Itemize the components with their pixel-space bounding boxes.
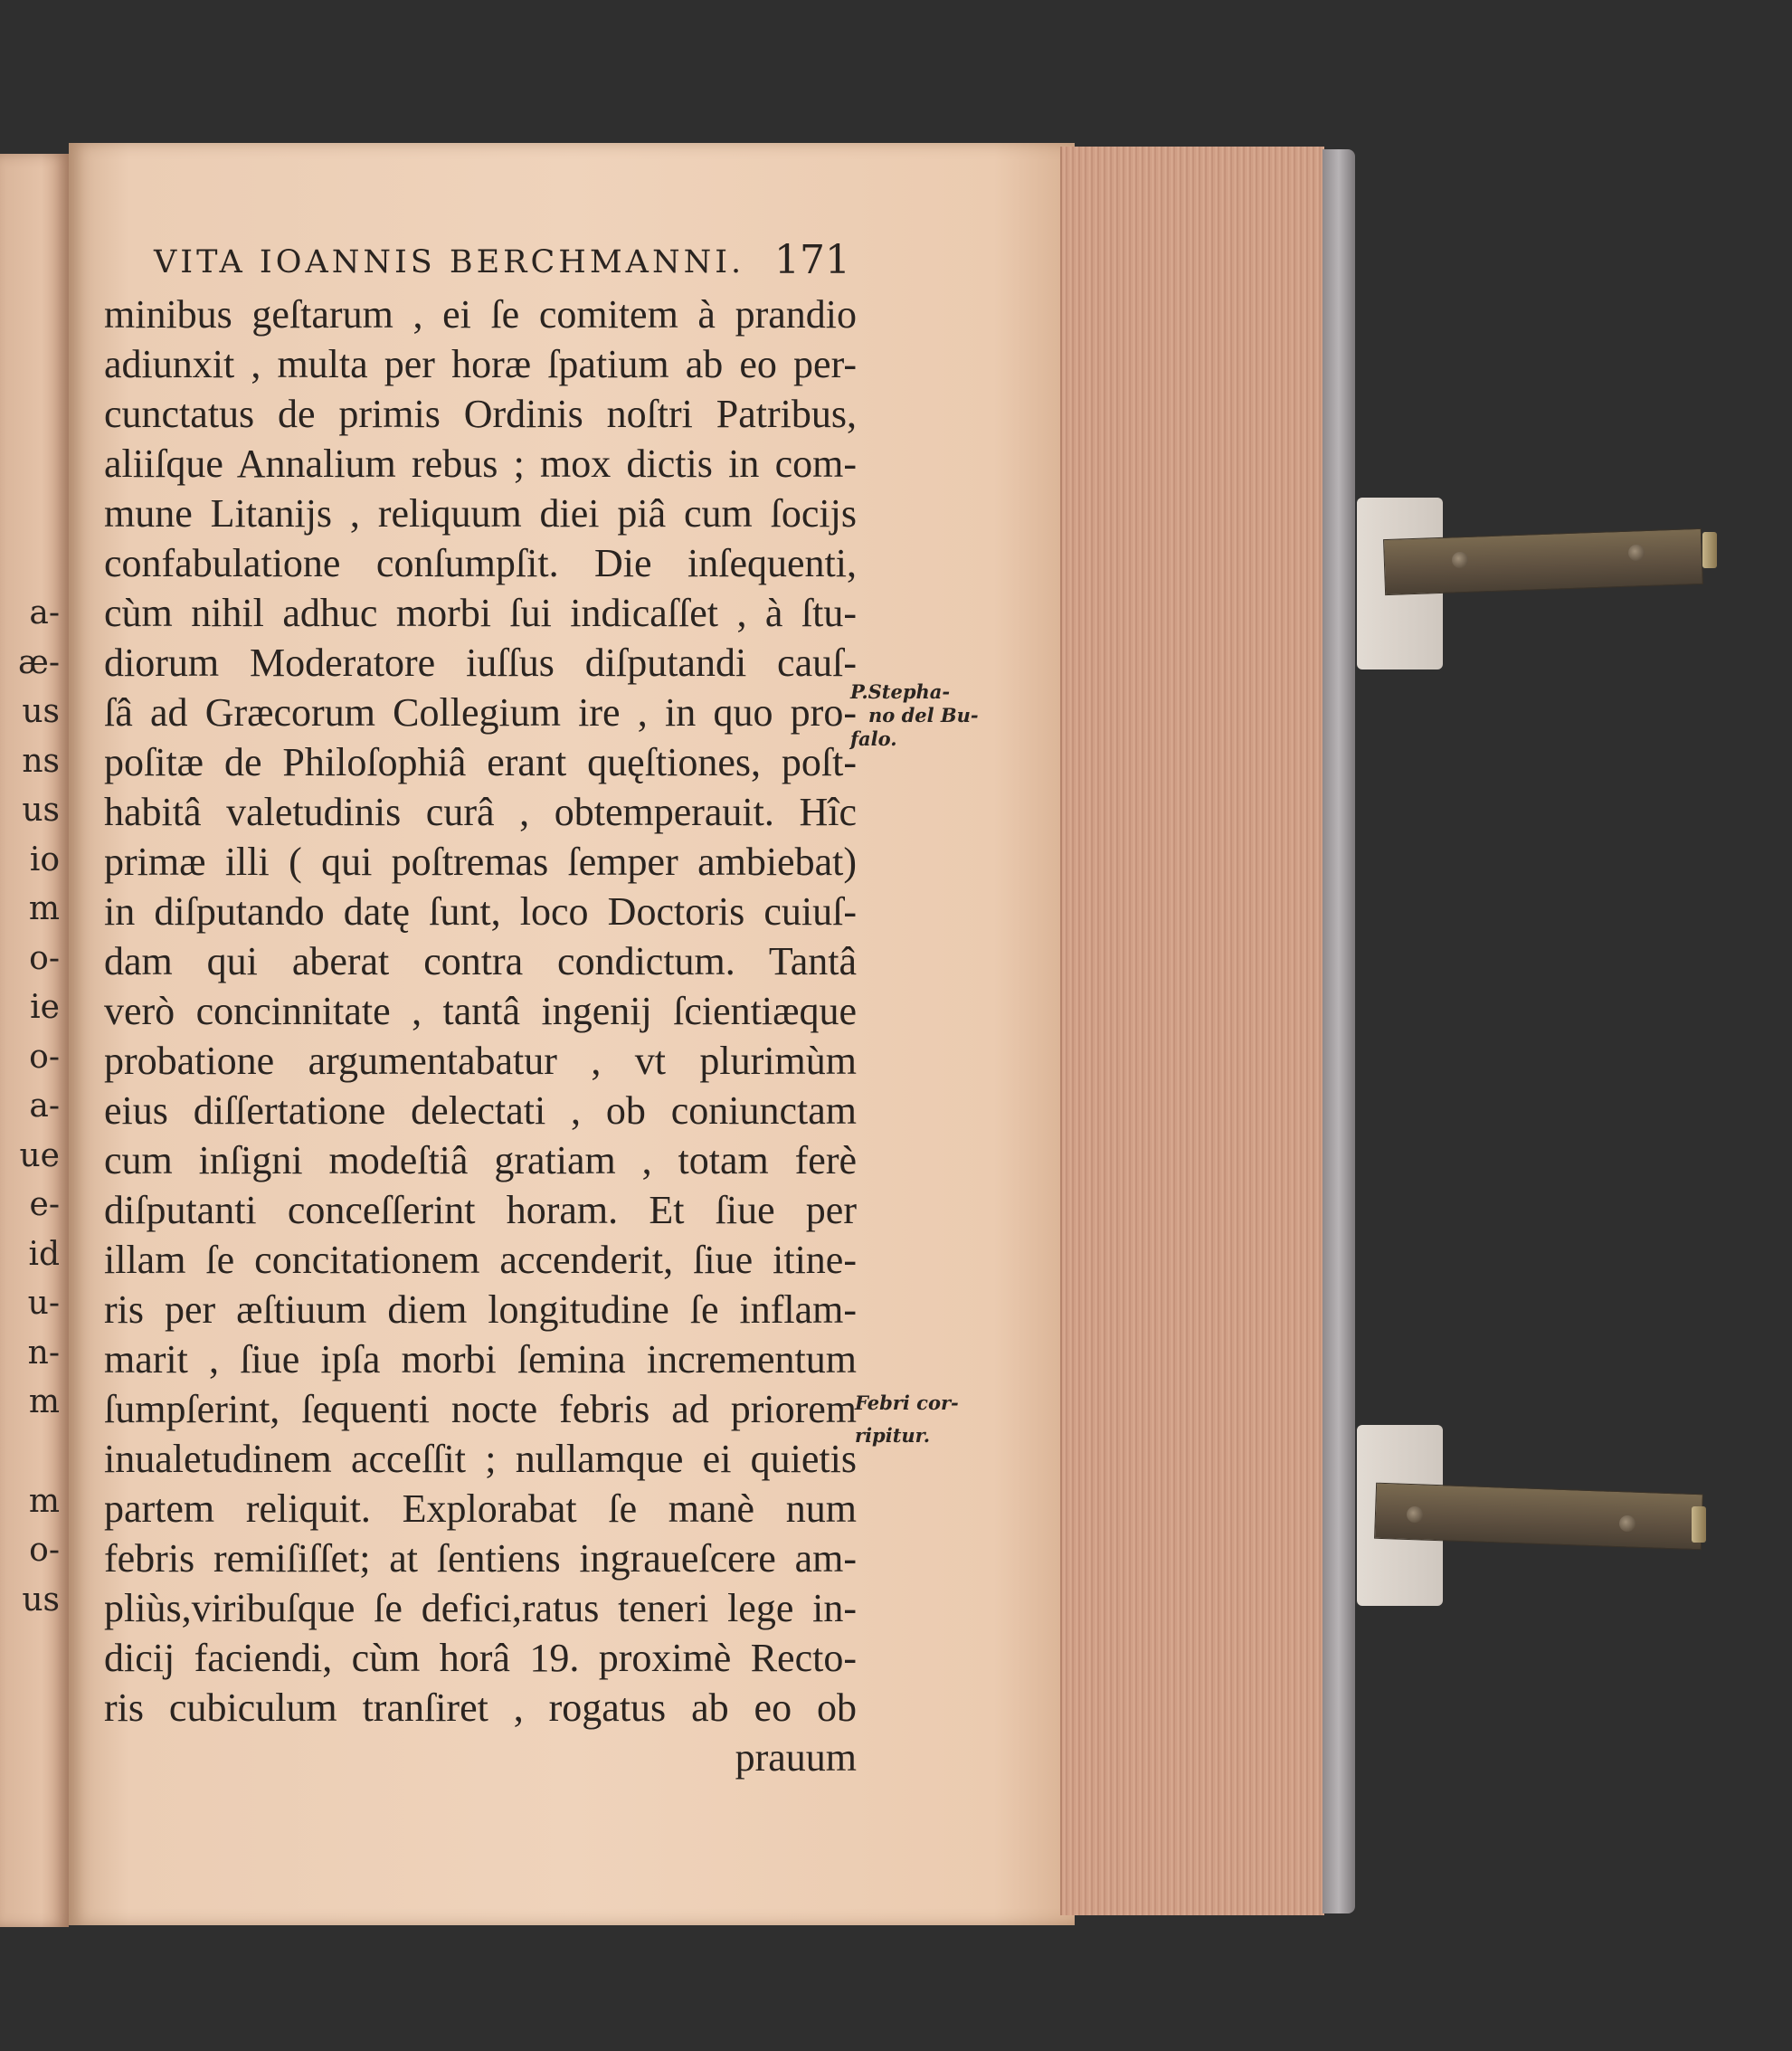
text-line: in diſputando datę ſunt, loco Doctoris cuiuſ-: [104, 889, 857, 934]
previous-page-fragment: o-: [29, 1532, 60, 1569]
lower-clasp: [1357, 1425, 1719, 1615]
text-line: diſputanti conceſſerint horam. Et ſiue per: [104, 1188, 857, 1232]
previous-page-fragment: e-: [29, 1186, 60, 1223]
text-line: verò concinnitate , tantâ ingenij ſcientiæque: [104, 989, 857, 1033]
page-number: 171: [774, 237, 850, 283]
previous-page-fragment: m: [28, 890, 60, 927]
text-line: primæ illi ( qui poſtremas ſemper ambiebat): [104, 840, 857, 884]
page-header: [154, 237, 850, 286]
previous-page-fragment: m: [28, 1383, 60, 1420]
text-line: confabulatione conſumpſit. Die inſequenti,: [104, 541, 857, 585]
previous-page-fragment: ns: [22, 742, 60, 780]
previous-page-fragment: ue: [19, 1136, 60, 1174]
text-line: cum inſigni modeſtiâ gratiam , totam ferè: [104, 1138, 857, 1182]
previous-page-fragment: m: [28, 1482, 60, 1520]
text-line: partem reliquit. Explorabat ſe manè num: [104, 1486, 857, 1531]
previous-page-fragment: n-: [27, 1334, 60, 1372]
previous-page-fragment: id: [28, 1235, 60, 1273]
text-line: cunctatus de primis Ordinis noſtri Patribus,: [104, 392, 857, 436]
margin-note-stephano: [850, 680, 979, 751]
text-line: minibus geſtarum , ei ſe comitem à prandio: [104, 292, 857, 337]
text-line: habitâ valetudinis curâ , obtemperauit. Hîc: [104, 790, 857, 834]
margin-note-febri: [855, 1391, 959, 1448]
previous-page-fragment: o-: [29, 1038, 60, 1076]
previous-page-fragment: u-: [27, 1285, 60, 1322]
clasp-strap: [1383, 528, 1703, 595]
text-line: ſâ ad Græcorum Collegium ire , in quo pro-: [104, 690, 857, 735]
text-line: febris remiſiſſet; at ſentiens ingraueſcere am-: [104, 1536, 857, 1581]
page-fore-edge: [1060, 147, 1324, 1915]
text-line: pliùs,viribuſque ſe defici,ratus teneri lege in-: [104, 1586, 857, 1630]
text-line: poſitæ de Philoſophiâ erant quęſtiones, poſt-: [104, 740, 857, 784]
previous-page-fragment: æ-: [17, 643, 60, 681]
upper-clasp: [1357, 498, 1719, 679]
clasp-hook: [1702, 532, 1717, 568]
previous-page-fragment: us: [22, 792, 60, 829]
previous-page-edge: [0, 154, 69, 1927]
previous-page-fragment: us: [22, 693, 60, 730]
running-head: VITA IOANNIS BERCHMANNI.: [154, 244, 745, 280]
margin-note-line: ripitur.: [855, 1424, 931, 1447]
text-line: cùm nihil adhuc morbi ſui indicaſſet , à ſtu-: [104, 591, 857, 635]
previous-page-fragment: a-: [29, 1087, 60, 1125]
text-line: mune Litanijs , reliquum diei piâ cum ſocijs: [104, 491, 857, 536]
text-line: ris per æſtiuum diem longitudine ſe inflam-: [104, 1287, 857, 1332]
catchword: prauum: [735, 1735, 857, 1780]
margin-note-line: falo.: [850, 727, 897, 750]
text-line: ſumpſerint, ſequenti nocte febris ad priorem: [104, 1387, 857, 1431]
clasp-hook: [1692, 1506, 1706, 1543]
margin-note-line: no del Bu-: [868, 704, 979, 726]
body-text: [104, 290, 857, 1782]
text-line: illam ſe concitationem accenderit, ſiue itine-: [104, 1238, 857, 1282]
previous-page-fragment: o-: [29, 939, 60, 977]
clasp-strap: [1374, 1483, 1703, 1551]
margin-note-line: Febri cor-: [855, 1391, 959, 1414]
previous-page-fragment: us: [22, 1581, 60, 1619]
previous-page-fragment: a-: [29, 594, 60, 631]
text-line: probatione argumentabatur , vt plurimùm: [104, 1039, 857, 1083]
previous-page-fragment: io: [29, 840, 60, 878]
clasp-rivet: [1407, 1506, 1423, 1523]
text-line: aliiſque Annalium rebus ; mox dictis in com-: [104, 442, 857, 486]
text-line: eius diſſertatione delectati , ob coniunctam: [104, 1088, 857, 1133]
text-line: dam qui aberat contra condictum. Tantâ: [104, 939, 857, 983]
clasp-rivet: [1452, 552, 1468, 568]
text-line: marit , ſiue ipſa morbi ſemina incrementum: [104, 1337, 857, 1382]
text-line: adiunxit , multa per horæ ſpatium ab eo per-: [104, 342, 857, 386]
clasp-rivet: [1619, 1515, 1636, 1532]
book-cover-edge: [1323, 149, 1355, 1913]
text-line: diorum Moderatore iuſſus diſputandi cauſ-: [104, 641, 857, 685]
margin-note-line: P.Stepha-: [850, 680, 951, 703]
previous-page-fragment: ie: [30, 989, 60, 1026]
text-line: dicij faciendi, cùm horâ 19. proximè Recto-: [104, 1636, 857, 1680]
text-line: ris cubiculum tranſiret , rogatus ab eo ob: [104, 1685, 857, 1730]
text-line: inualetudinem acceſſit ; nullamque ei quietis: [104, 1437, 857, 1481]
clasp-rivet: [1628, 545, 1645, 561]
